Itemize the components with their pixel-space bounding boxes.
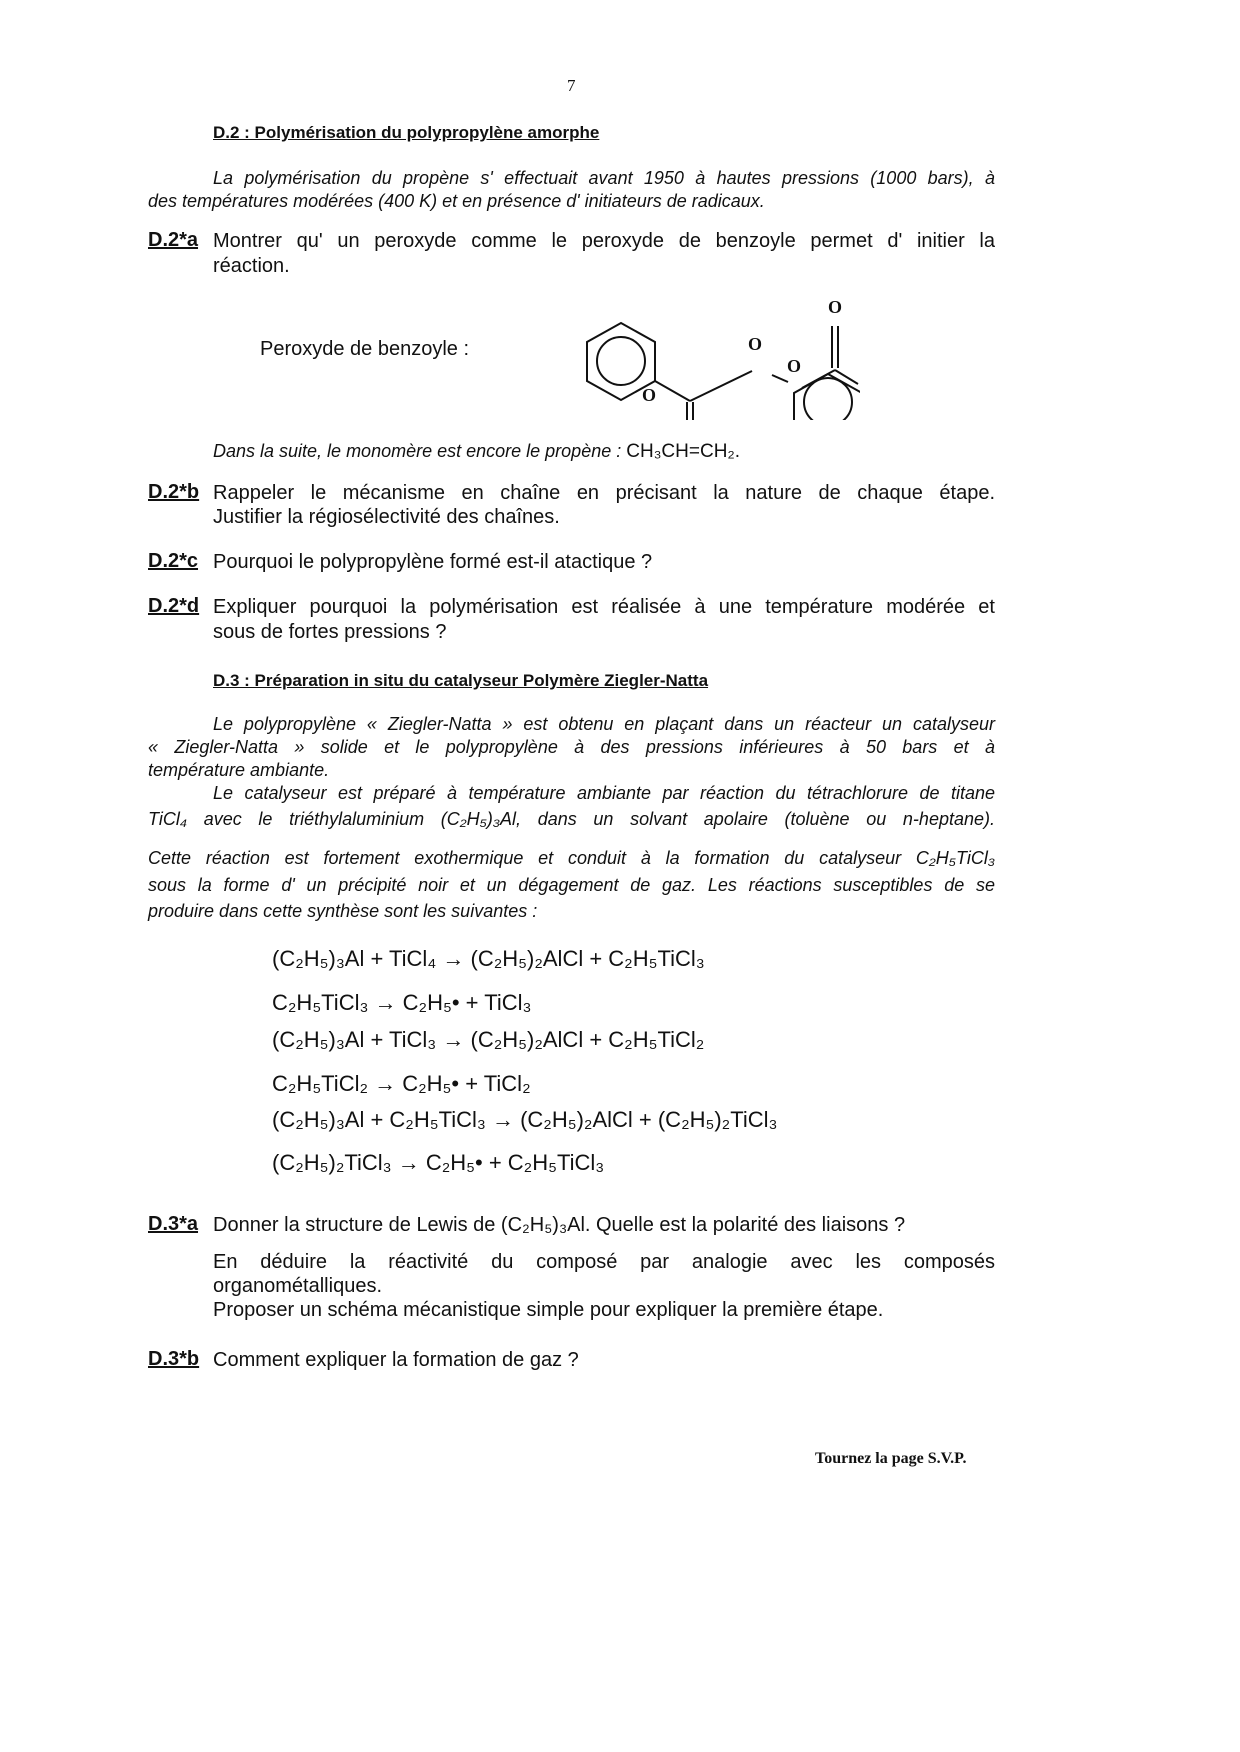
question-text: Justifier la régiosélectivité des chaînes. <box>213 506 560 528</box>
question-text: organométalliques. <box>213 1275 382 1297</box>
question-label: D.2*b <box>148 481 200 503</box>
monomer-note <box>213 440 740 463</box>
section-heading-d3: D.3 : Préparation in situ du catalyseur Polymère Ziegler-Natta <box>213 671 709 690</box>
question-label: D.2*d <box>148 595 200 617</box>
para-line: Le catalyseur est préparé à température ambiante par réaction du tétrachlorure de titane <box>213 783 995 803</box>
question-text: Montrer qu' un peroxyde comme le peroxyde de benzoyle permet d' initier la <box>213 230 995 252</box>
para-line: produire dans cette synthèse sont les suivantes : <box>148 901 538 921</box>
oxygen-carbonyl-bottom: O <box>642 385 657 405</box>
reaction-equation: (C₂H₅)₃Al + TiCl₃ → (C₂H₅)₂AlCl + C₂H₅TiCl₂ <box>272 1027 705 1052</box>
question-text: Donner la structure de Lewis de (C₂H₅)₃Al. Quelle est la polarité des liaisons ? <box>213 1214 906 1236</box>
oxygen-peroxide-2: O <box>787 356 802 376</box>
intro-line: des températures modérées (400 K) et en présence d' initiateurs de radicaux. <box>148 191 765 211</box>
para-line: « Ziegler-Natta » solide et le polypropylène à des pressions inférieures à 50 bars et à <box>148 737 995 757</box>
reaction-equation: (C₂H₅)₃Al + TiCl₄ → (C₂H₅)₂AlCl + C₂H₅TiCl₃ <box>272 946 705 971</box>
structure-label: Peroxyde de benzoyle : <box>260 338 470 360</box>
para-line: température ambiante. <box>148 760 330 780</box>
reaction-equation: (C₂H₅)₂TiCl₃ → C₂H₅• + C₂H₅TiCl₃ <box>272 1150 605 1175</box>
section-heading-d2: D.2 : Polymérisation du polypropylène amorphe <box>213 123 600 142</box>
para-line: TiCl₄ avec le triéthylaluminium (C₂H₅)₃Al, dans un solvant apolaire (toluène ou n-heptane). <box>148 809 995 829</box>
question-text: Expliquer pourquoi la polymérisation est réalisée à une température modérée et <box>213 596 995 618</box>
question-label: D.3*a <box>148 1213 199 1235</box>
question-label: D.2*a <box>148 229 199 251</box>
reaction-equation: C₂H₅TiCl₂ → C₂H₅• + TiCl₂ <box>272 1071 531 1096</box>
question-text: Rappeler le mécanisme en chaîne en précisant la nature de chaque étape. <box>213 482 995 504</box>
para-line: Cette réaction est fortement exothermique et conduit à la formation du catalyseur C₂H₅TiCl₃ <box>148 848 995 868</box>
intro-line: La polymérisation du propène s' effectuait avant 1950 à hautes pressions (1000 bars), à <box>213 168 995 188</box>
para-line: Le polypropylène « Ziegler-Natta » est obtenu en plaçant dans un réacteur un catalyseur <box>213 714 995 734</box>
monomer-note-text: Dans la suite, le monomère est encore le propène : <box>213 441 622 461</box>
question-text: réaction. <box>213 255 290 277</box>
oxygen-carbonyl-top: O <box>828 297 843 317</box>
question-text: En déduire la réactivité du composé par analogie avec les composés <box>213 1251 995 1273</box>
footer-turn-page: Tournez la page S.V.P. <box>815 1450 967 1467</box>
oxygen-peroxide-1: O <box>748 334 763 354</box>
question-text: Proposer un schéma mécanistique simple pour expliquer la première étape. <box>213 1299 884 1321</box>
benzoyl-peroxide-structure <box>540 280 860 420</box>
para-line: sous la forme d' un précipité noir et un dégagement de gaz. Les réactions susceptibles de se <box>148 875 995 895</box>
question-text: Pourquoi le polypropylène formé est-il atactique ? <box>213 551 653 573</box>
question-label: D.2*c <box>148 550 199 572</box>
reaction-equation: (C₂H₅)₃Al + C₂H₅TiCl₃ → (C₂H₅)₂AlCl + (C₂H₅)₂TiCl₃ <box>272 1107 778 1132</box>
question-label: D.3*b <box>148 1348 200 1370</box>
question-text: sous de fortes pressions ? <box>213 621 447 643</box>
page-number: 7 <box>567 76 576 95</box>
question-text: Comment expliquer la formation de gaz ? <box>213 1349 579 1371</box>
reaction-equation: C₂H₅TiCl₃ → C₂H₅• + TiCl₃ <box>272 990 532 1015</box>
monomer-formula: CH₃CH=CH₂. <box>626 441 741 462</box>
